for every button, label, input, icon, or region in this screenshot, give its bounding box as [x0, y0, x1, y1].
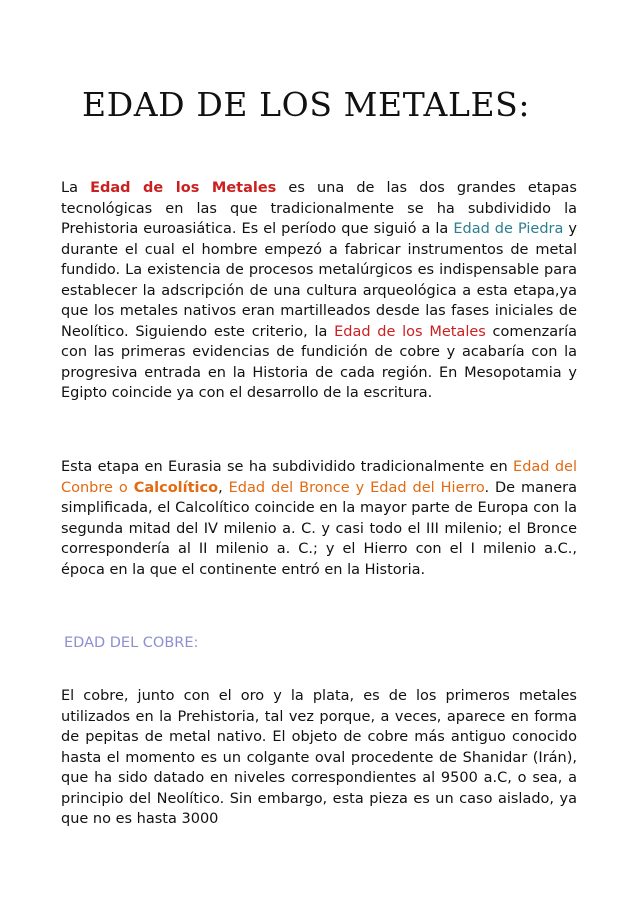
cobre-paragraph: El cobre, junto con el oro y la plata, es de los primeros metales utilizados en la Prehistoria, tal vez porque, a veces, aparece en forma de pepitas de metal nativo. El objeto de cobre más antiguo conocido hasta el momento es un colgante oval procedente de Shanidar (Irán), que ha sido datado en niveles correspondientes al 9500 a.C, o sea, a principio del Neolítico. Sin embargo, esta pieza es un caso aislado, ya que no es hasta 3000 — [61, 688, 577, 827]
link-edad-de-los-metales[interactable]: Edad de los Metales — [90, 180, 277, 196]
intro-paragraph — [61, 178, 577, 404]
page-title: EDAD DE LOS METALES: — [82, 85, 531, 124]
text-run: La — [61, 180, 91, 196]
link-bronce-y-hierro[interactable]: Edad del Bronce y Edad del Hierro — [228, 479, 485, 496]
text-run: Esta etapa en Eurasia se ha subdividido tradicionalmente en — [61, 459, 514, 475]
link-edad-de-piedra[interactable]: Edad de Piedra — [453, 221, 564, 237]
subdivision-paragraph — [61, 457, 577, 580]
link-edad-de-los-metales-2[interactable]: Edad de los Metales — [334, 323, 486, 340]
text-run: , — [218, 479, 229, 496]
section-heading-edad-del-cobre: EDAD DEL COBRE: — [64, 635, 199, 651]
text-run: . De manera simplificada, el Calcolítico coincide en la mayor parte de Europa con la segunda mitad del IV milenio a. C. y casi todo el III milenio; el Bronce correspondería al II milenio a. C.; y el Hierro con el I milenio a.C., época en la que el continente entró en la Historia. — [61, 479, 577, 578]
text-run: es una de las dos grandes etapas tecnológicas en las que tradicionalmente se ha subdividido la Prehistoria euroasiática. Es el período que siguió a la — [61, 180, 577, 237]
text-run: y durante el cual el hombre empezó a fabricar instrumentos de metal fundido. La existencia de procesos metalúrgicos es indispensable para establecer la adscripción de una cultura arqueológica a esta etapa,ya que los metales nativos eran martilleados desde las fases iniciales de Neolítico. Siguiendo este criterio, la — [61, 221, 577, 340]
text-run: comenzaría con las primeras evidencias de fundición de cobre y acabaría con la progresiva entrada en la Historia de cada región. En Mesopotamia y Egipto coincide ya con el desarrollo de la escritura. — [61, 323, 578, 401]
link-calcolitico[interactable]: Calcolítico — [133, 479, 219, 496]
link-edad-del-cobre[interactable]: Edad del Conbre o — [61, 459, 577, 496]
